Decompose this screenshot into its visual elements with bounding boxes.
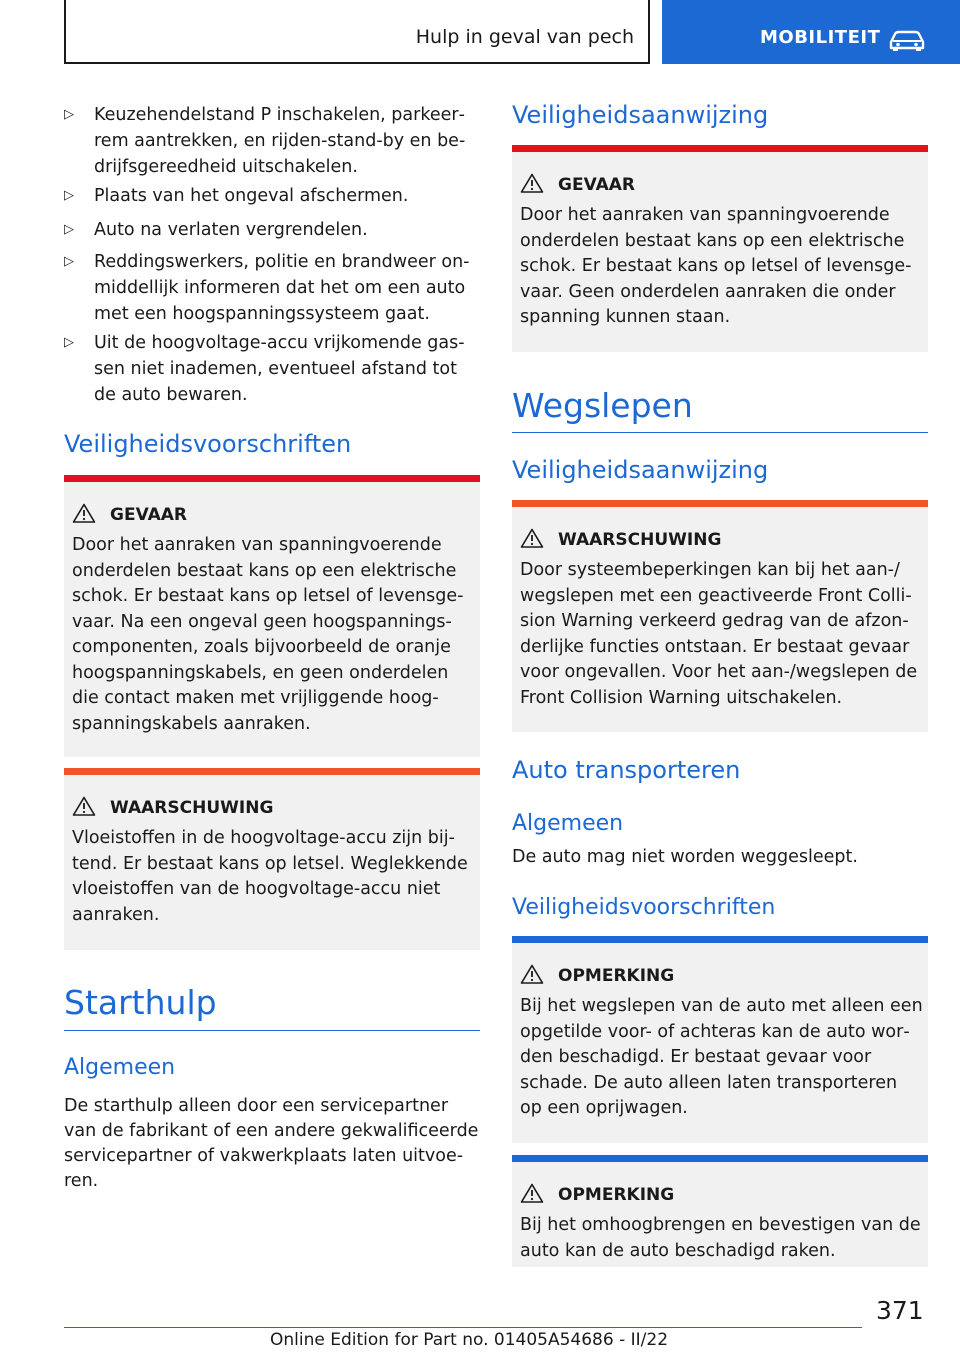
warning-triangle-icon — [72, 503, 96, 523]
section-heading: Veiligheidsaanwijzing — [512, 101, 769, 129]
warning-triangle-icon — [520, 1183, 544, 1203]
warning-triangle-icon — [520, 528, 544, 548]
list-item: ▷ Auto na verlaten vergrendelen. — [64, 217, 480, 243]
header-chapter-title: MOBILITEIT — [760, 27, 881, 48]
section-heading: Auto transporteren — [512, 756, 741, 784]
triangle-bullet-icon: ▷ — [64, 335, 74, 350]
subsection-heading: Algemeen — [512, 811, 624, 836]
header-section-title: Hulp in geval van pech — [415, 26, 634, 48]
warning-text: Door systeembeperkingen kan bij het aan-/ wegslepen met een geactiveerde Front Collision Warning verkeerd gedrag van de afzonderlijke functies ontstaan. Er bestaat gevaar voor ongevallen. Voor het aan-/wegslepen de Front Collision Warning uitschakelen. — [520, 560, 918, 708]
list-item: ▷ Reddingswerkers, politie en brandweer onmiddellijk informeren dat het om een auto met een hoogspanningssysteem gaat. — [64, 249, 480, 327]
footer-edition: Online Edition for Part no. 01405A54686 - II/22 — [270, 1330, 669, 1350]
note-text: Bij het omhoogbrengen en bevestigen van de auto kan de auto beschadigd raken. — [520, 1215, 921, 1261]
warning-box — [512, 500, 928, 732]
heading-rule — [512, 432, 928, 433]
danger-bar — [512, 145, 928, 152]
danger-text: Door het aanraken van spanningvoerende onderdelen bestaat kans op een elektrische schok. Er bestaat kans op letsel of levensgevaar. Na een ongeval geen hoogspanningscomponenten, zoals bijvoorbeeld de oranje hoogspanningskabels, en geen onderdelen die contact maken met vrijliggende hoogspanningskabels aanraken. — [72, 535, 464, 734]
note-box — [512, 936, 928, 1143]
list-item: ▷ Plaats van het ongeval afschermen. — [64, 183, 480, 209]
warning-title: WAARSCHUWING — [520, 528, 721, 552]
footer-rule — [64, 1327, 862, 1328]
warning-bar — [512, 500, 928, 507]
list-item: ▷ Keuzehendelstand P inschakelen, parkeerrem aantrekken, en rijden-stand-by en bedrijfsgereedheid uitschakelen. — [64, 102, 480, 180]
triangle-bullet-icon: ▷ — [64, 222, 74, 237]
warning-triangle-icon — [72, 796, 96, 816]
note-bar — [512, 1155, 928, 1162]
subsection-heading: Algemeen — [64, 1055, 176, 1080]
warning-triangle-icon — [520, 173, 544, 193]
body-paragraph: De auto mag niet worden weggesleept. — [512, 847, 858, 867]
danger-title: GEVAAR — [72, 503, 187, 527]
note-text: Bij het wegslepen van de auto met alleen een opgetilde voor- of achteras kan de auto worden beschadigd. Er bestaat gevaar voor schade. De auto alleen laten transporteren op een oprijwagen. — [520, 996, 923, 1118]
danger-title: GEVAAR — [520, 173, 635, 197]
note-box — [512, 1155, 928, 1267]
subsection-heading: Veiligheidsvoorschriften — [512, 895, 776, 920]
danger-box — [512, 145, 928, 352]
note-title: OPMERKING — [520, 964, 674, 988]
warning-title: WAARSCHUWING — [72, 796, 273, 820]
note-bar — [512, 936, 928, 943]
note-title: OPMERKING — [520, 1183, 674, 1207]
danger-text: Door het aanraken van spanningvoerende onderdelen bestaat kans op een elektrische schok. Er bestaat kans op letsel of levensgevaar. Geen onderdelen aanraken die onder spanning kunnen staan. — [520, 205, 912, 327]
triangle-bullet-icon: ▷ — [64, 188, 74, 203]
warning-bar — [64, 768, 480, 775]
triangle-bullet-icon: ▷ — [64, 254, 74, 269]
page-number: 371 — [876, 1296, 924, 1325]
warning-triangle-icon — [520, 964, 544, 984]
warning-box — [64, 768, 480, 950]
triangle-bullet-icon: ▷ — [64, 107, 74, 122]
section-heading: Veiligheidsvoorschriften — [64, 430, 352, 458]
chapter-heading: Starthulp — [64, 983, 217, 1022]
danger-box — [64, 475, 480, 757]
section-heading: Veiligheidsaanwijzing — [512, 456, 769, 484]
car-icon — [888, 28, 926, 52]
heading-rule — [64, 1030, 480, 1031]
danger-bar — [64, 475, 480, 482]
list-item: ▷ Uit de hoogvoltage-accu vrijkomende gassen niet inademen, eventueel afstand tot de auto bewaren. — [64, 330, 480, 408]
chapter-heading: Wegslepen — [512, 386, 693, 425]
warning-text: Vloeistoffen in de hoogvoltage-accu zijn bijtend. Er bestaat kans op letsel. Weglekkende vloeistoffen van de hoogvoltage-accu niet aanraken. — [72, 828, 468, 925]
header-chapter-tab — [662, 0, 960, 64]
body-paragraph: De starthulp alleen door een servicepartner van de fabrikant of een andere gekwalificeerde servicepartner of vakwerkplaats laten uitvoeren. — [64, 1096, 479, 1191]
header-section-box — [64, 0, 650, 64]
